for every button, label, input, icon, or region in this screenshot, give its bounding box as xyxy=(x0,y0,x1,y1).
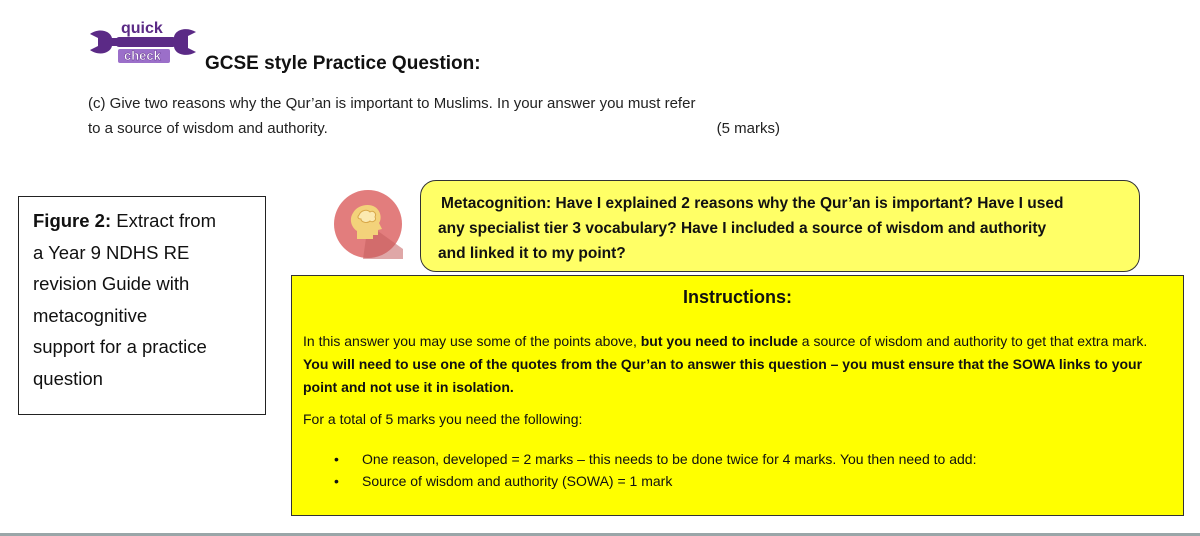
metacognition-bubble xyxy=(420,180,1140,272)
instructions-text-bold: You will need to use one of the quotes from the Qur’an to answer this question – you must ensure that the SOWA links to your point and not use it in isolation. xyxy=(303,356,1143,395)
list-item-text: One reason, developed = 2 marks – this needs to be done twice for 4 marks. You then need to add: xyxy=(362,451,977,467)
logo-word-bottom: check xyxy=(124,48,161,63)
caption-label: Figure 2: xyxy=(33,210,112,231)
caption-line: a Year 9 NDHS RE xyxy=(33,241,190,263)
caption-line: Extract from xyxy=(116,210,216,231)
instructions-paragraph xyxy=(303,330,1163,399)
list-item xyxy=(334,448,976,470)
instructions-text: a source of wisdom and authority to get that extra mark. xyxy=(797,333,1148,349)
list-item xyxy=(334,470,976,492)
list-item-text: Source of wisdom and authority (SOWA) = 1 mark xyxy=(362,473,673,489)
instructions-total-line: For a total of 5 marks you need the following: xyxy=(303,411,583,427)
brain-head-icon xyxy=(333,189,403,259)
figure-caption xyxy=(18,196,266,415)
question-line-1: (c) Give two reasons why the Qur’an is important to Muslims. In your answer you must refer xyxy=(88,95,696,112)
marks-list xyxy=(334,448,976,492)
wrench-icon xyxy=(88,20,198,66)
bullet-icon: • xyxy=(334,473,339,489)
question-line-2-row xyxy=(88,120,780,137)
logo-word-top: quick xyxy=(121,20,163,37)
instructions-text: In this answer you may use some of the points above, xyxy=(303,333,641,349)
question-marks: (5 marks) xyxy=(716,120,780,137)
quick-check-logo xyxy=(88,20,198,66)
metacognition-line-3: and linked it to my point? xyxy=(438,245,626,262)
caption-line: question xyxy=(33,367,103,389)
metacognition-line-1: Metacognition: Have I explained 2 reasons why the Qur’an is important? Have I used xyxy=(441,195,1064,212)
caption-line: revision Guide with xyxy=(33,273,190,294)
question-heading: GCSE style Practice Question: xyxy=(205,53,481,74)
instructions-title: Instructions: xyxy=(682,287,792,307)
bullet-icon: • xyxy=(334,451,339,467)
instructions-box xyxy=(291,275,1184,516)
caption-line: support for a practice xyxy=(33,336,207,357)
question-line-2: to a source of wisdom and authority. xyxy=(88,120,328,137)
instructions-text-bold: but you need to include xyxy=(640,333,798,349)
metacognition-line-2: any specialist tier 3 vocabulary? Have I included a source of wisdom and authority xyxy=(438,220,1047,237)
caption-line: metacognitive xyxy=(33,304,148,326)
